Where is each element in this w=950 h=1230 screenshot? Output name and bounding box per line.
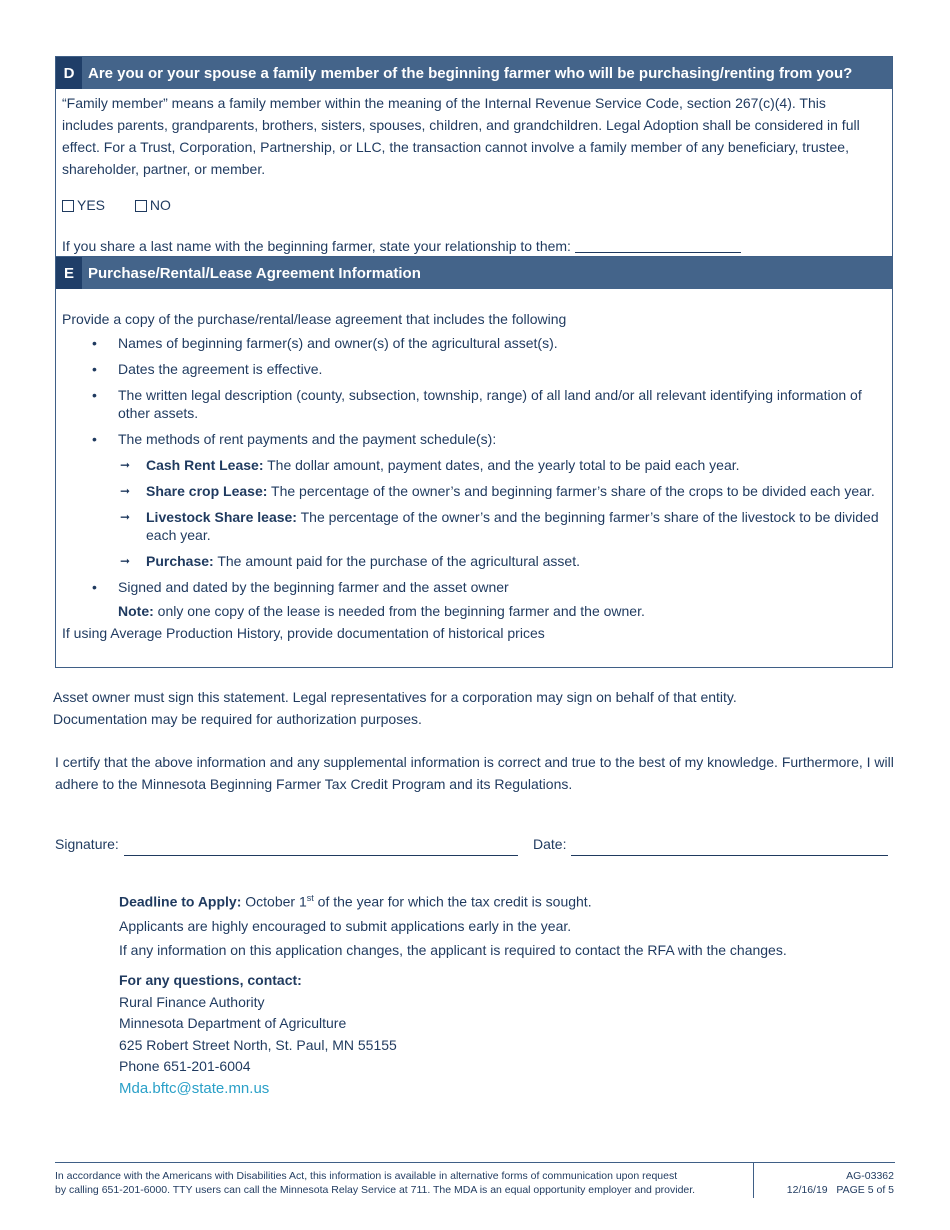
yes-checkbox[interactable] bbox=[62, 200, 74, 212]
form-date: 12/16/19 bbox=[786, 1184, 828, 1196]
list-item bbox=[62, 508, 886, 544]
note-text: only one copy of the lease is needed from the beginning farmer and the owner. bbox=[157, 603, 645, 619]
relationship-prompt: If you share a last name with the beginning farmer, state your relationship to them: bbox=[62, 238, 571, 254]
bullet-text: The methods of rent payments and the payment schedule(s): bbox=[118, 431, 497, 447]
page-number: PAGE 5 of 5 bbox=[836, 1184, 894, 1196]
form-id: AG-03362 bbox=[846, 1170, 894, 1182]
form-info bbox=[787, 1169, 894, 1197]
section-e-letter: E bbox=[56, 257, 82, 289]
bullet-text: Dates the agreement is effective. bbox=[118, 361, 323, 377]
sub-item-text: The percentage of the owner’s and the beginning farmer’s share of the livestock to be divided each year. bbox=[146, 509, 879, 543]
deadline-text: of the year for which the tax credit is sought. bbox=[313, 893, 592, 910]
contact-address: 625 Robert Street North, St. Paul, MN 55155 bbox=[119, 1036, 397, 1053]
date-label: Date: bbox=[533, 836, 567, 852]
section-d-letter: D bbox=[56, 57, 82, 89]
ada-line-2: by calling 651-201-6000. TTY users can call the Minnesota Relay Service at 711. The MDA is an equal opportunity employer and provider. bbox=[55, 1184, 696, 1196]
deadline-date: October 1 bbox=[245, 893, 307, 910]
bullet-icon: • bbox=[92, 361, 97, 377]
list-item bbox=[62, 578, 886, 596]
list-item bbox=[62, 456, 886, 474]
contact-heading: For any questions, contact: bbox=[119, 972, 302, 988]
aph-text: If using Average Production History, provide documentation of historical prices bbox=[62, 625, 545, 641]
agreement-requirements bbox=[62, 334, 886, 620]
relationship-row bbox=[62, 235, 876, 257]
contact-phone: Phone 651-201-6004 bbox=[119, 1058, 251, 1074]
footer-vertical-divider bbox=[753, 1162, 754, 1198]
footer-divider bbox=[55, 1162, 895, 1163]
section-d bbox=[55, 56, 893, 256]
bullet-text: The written legal description (county, subsection, township, range) of all land and/or all relevant identifying information of other assets. bbox=[118, 387, 862, 421]
arrow-icon: ➞ bbox=[120, 484, 131, 498]
signature-field[interactable] bbox=[124, 855, 518, 856]
no-checkbox[interactable] bbox=[135, 200, 147, 212]
sub-item-label: Share crop Lease: bbox=[146, 483, 268, 499]
certification-statement: I certify that the above information and any supplemental information is correct and true to the best of my knowledge. Furthermore, I will adhere to the Minnesota Beginning Farmer Tax Credit Program and its Regulations. bbox=[55, 754, 894, 792]
agreement-intro: Provide a copy of the purchase/rental/lease agreement that includes the following bbox=[62, 311, 567, 327]
list-item bbox=[62, 552, 886, 570]
bullet-icon: • bbox=[92, 431, 97, 447]
arrow-icon: ➞ bbox=[120, 510, 131, 524]
list-item bbox=[62, 360, 886, 378]
early-application-note: Applicants are highly encouraged to submit applications early in the year. bbox=[119, 917, 572, 934]
deadline-superscript: st bbox=[306, 893, 314, 903]
bullet-text: Signed and dated by the beginning farmer and the asset owner bbox=[118, 579, 509, 595]
list-item bbox=[62, 334, 886, 352]
list-item bbox=[62, 430, 886, 448]
contact-block bbox=[119, 970, 397, 1099]
ada-statement bbox=[55, 1169, 695, 1197]
signature-label: Signature: bbox=[55, 836, 119, 852]
bullet-icon: • bbox=[92, 579, 97, 595]
contact-org: Rural Finance Authority bbox=[119, 993, 265, 1010]
sub-item-label: Purchase: bbox=[146, 553, 214, 569]
list-item bbox=[62, 386, 886, 422]
family-member-definition: “Family member” means a family member within the meaning of the Internal Revenue Service Code, section 267(c)(4). This includes parents, grandparents, brothers, sisters, spouses, children, and grandchildren. Legal Adoption shall be considered in full effect. For a Trust, Corporation, Partnership, or LLC, the transaction cannot involve a family member of any beneficiary, trustee, shareholder, partner, or member. bbox=[62, 95, 860, 177]
date-field[interactable] bbox=[571, 855, 888, 856]
family-member-choice bbox=[62, 197, 197, 213]
section-e-title: Purchase/Rental/Lease Agreement Information bbox=[88, 264, 421, 282]
arrow-icon: ➞ bbox=[120, 554, 131, 568]
yes-label: YES bbox=[77, 197, 106, 213]
section-d-header bbox=[56, 57, 892, 89]
arrow-icon: ➞ bbox=[120, 458, 131, 472]
section-e-header bbox=[56, 257, 892, 289]
note-label: Note: bbox=[118, 603, 154, 619]
deadline-label: Deadline to Apply: bbox=[119, 893, 242, 910]
section-e bbox=[55, 256, 893, 668]
contact-dept: Minnesota Department of Agriculture bbox=[119, 1015, 347, 1031]
deadline-line bbox=[119, 886, 787, 914]
ada-line-1: In accordance with the Americans with Disabilities Act, this information is available in alternative forms of communication upon request bbox=[55, 1170, 678, 1182]
no-label: NO bbox=[149, 197, 171, 213]
sub-item-label: Cash Rent Lease: bbox=[146, 457, 264, 473]
no-option[interactable] bbox=[135, 197, 171, 213]
list-item bbox=[62, 482, 886, 500]
sub-item-text: The dollar amount, payment dates, and the yearly total to be paid each year. bbox=[267, 457, 740, 473]
owner-statement: Asset owner must sign this statement. Legal representatives for a corporation may sign on behalf of that entity. Documentation may be required for authorization purposes. bbox=[53, 689, 737, 727]
bullet-icon: • bbox=[92, 387, 97, 403]
sub-item-label: Livestock Share lease: bbox=[146, 509, 297, 525]
deadline-block bbox=[119, 886, 787, 962]
lease-note bbox=[62, 602, 886, 620]
yes-option[interactable] bbox=[62, 197, 105, 213]
section-d-title: Are you or your spouse a family member of the beginning farmer who will be purchasing/renting from you? bbox=[88, 64, 853, 82]
bullet-icon: • bbox=[92, 335, 97, 351]
sub-item-text: The amount paid for the purchase of the agricultural asset. bbox=[217, 553, 580, 569]
sub-item-text: The percentage of the owner’s and beginning farmer’s share of the crops to be divided each year. bbox=[271, 483, 875, 499]
relationship-field[interactable] bbox=[575, 238, 741, 253]
changes-note: If any information on this application changes, the applicant is required to contact the RFA with the changes. bbox=[119, 941, 787, 958]
bullet-text: Names of beginning farmer(s) and owner(s) of the agricultural asset(s). bbox=[118, 335, 558, 351]
contact-email-link[interactable]: Mda.bftc@state.mn.us bbox=[119, 1079, 270, 1097]
